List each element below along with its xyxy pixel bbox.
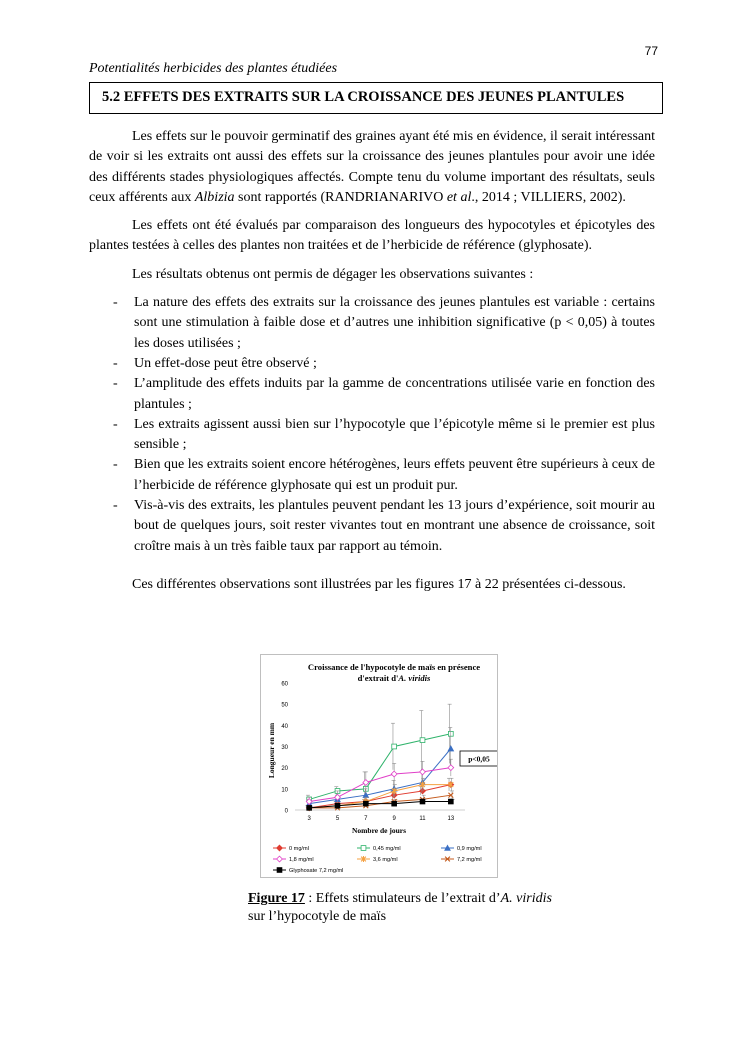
bullet-dash: - <box>113 295 118 311</box>
list-item-text: L’amplitude des effets induits par la gamme de concentrations utilisée varie en fonction des plantules ; <box>134 376 655 412</box>
data-point <box>363 801 368 806</box>
list-item <box>89 293 655 354</box>
data-point <box>392 744 397 749</box>
legend-label: 3,6 mg/ml <box>373 857 398 864</box>
bullet-dash: - <box>113 416 118 432</box>
y-tick-label: 20 <box>281 766 288 773</box>
series-line <box>309 749 451 804</box>
x-tick-label: 5 <box>335 816 340 822</box>
bullet-dash: - <box>113 498 118 514</box>
caption-species: A. viridis <box>500 891 552 906</box>
data-point <box>420 799 425 804</box>
data-point <box>420 769 426 775</box>
page-number: 77 <box>644 44 658 58</box>
bullet-dash: - <box>113 355 118 371</box>
caption-text-2: sur l’hypocotyle de maïs <box>248 909 387 924</box>
list-item-text: Bien que les extraits soient encore hétérogènes, leurs effets peuvent être supérieurs à ceux de l’herbicide de référence glyphosate qui est un produit pur. <box>134 457 655 493</box>
data-point <box>335 803 340 808</box>
list-item-text: Les extraits agissent aussi bien sur l’hypocotyle que l’épicotyle même si le premier est plus sensible ; <box>134 416 655 453</box>
data-point <box>392 801 397 806</box>
data-point <box>363 780 369 786</box>
y-tick-label: 40 <box>281 723 288 730</box>
section-heading-box <box>89 82 663 114</box>
chart-title-line2 <box>358 673 431 683</box>
intro-text-1: Les effets sur le pouvoir germinatif des graines ayant été mis en évidence, il serait intéressant de voir si les extraits ont aussi des effets sur la croissance des jeunes plantules pour avoir une idée des différents stades physiologiques affectés. Compte tenu du volume important des résultats, seuls ceux afférents aux <box>89 129 656 205</box>
intro-genus: Albizia <box>194 189 235 205</box>
x-tick-label: 7 <box>364 816 368 822</box>
list-item-text: Un effet-dose peut être observé ; <box>134 355 317 371</box>
x-tick-label: 13 <box>447 816 455 822</box>
paragraph-intro <box>89 127 655 208</box>
observation-list <box>89 293 655 557</box>
legend-label: Glyphosate 7,2 mg/ml <box>289 868 344 875</box>
paragraph-results-intro: Les résultats obtenus ont permis de dégager les observations suivantes : <box>132 266 534 282</box>
list-item <box>89 374 655 415</box>
x-tick-label: 3 <box>307 816 311 822</box>
bullet-dash: - <box>113 376 118 392</box>
list-item <box>89 415 655 456</box>
paragraph-figures: Ces différentes observations sont illustrées par les figures 17 à 22 présentées ci-dessous. <box>132 576 626 592</box>
chart-svg <box>261 655 497 877</box>
data-point <box>448 731 453 736</box>
list-item <box>89 354 655 374</box>
data-point <box>307 805 312 810</box>
list-item-text: Vis-à-vis des extraits, les plantules peuvent pendant les 13 jours d’expérience, soit mourir au bout de quelques jours, soit rester vivantes tout en montrant une absence de croissance, soit croître mais à un très faible taux par rapport au témoin. <box>134 498 655 554</box>
legend-marker <box>277 845 283 851</box>
intro-text-2: sont rapportés (RANDRIANARIVO <box>234 189 447 205</box>
section-title: 5.2 EFFETS DES EXTRAITS SUR LA CROISSANCE DES JEUNES PLANTULES <box>102 89 625 105</box>
figure-17-chart <box>260 654 498 878</box>
bullet-dash: - <box>113 457 118 473</box>
y-tick-label: 60 <box>281 681 288 688</box>
paragraph-method: Les effets ont été évalués par comparaison des longueurs des hypocotyles et épicotyles des plantes testées à celles des plantes non traitées et de l’herbicide de référence (glyphosate). <box>89 218 655 254</box>
list-item <box>89 496 655 557</box>
running-header: Potentialités herbicides des plantes étudiées <box>89 61 338 76</box>
legend-label: 1,8 mg/ml <box>289 857 314 864</box>
intro-text-3: ., 2014 ; VILLIERS, 2002). <box>471 189 626 205</box>
body-text <box>89 127 655 603</box>
chart-title-species: A. viridis <box>398 673 431 683</box>
y-tick-label: 10 <box>281 787 288 794</box>
legend-marker <box>361 846 366 851</box>
y-tick-label: 30 <box>281 745 288 751</box>
figure-label: Figure 17 <box>248 891 305 906</box>
legend-marker <box>277 856 283 862</box>
data-point <box>420 738 425 743</box>
data-point <box>448 765 454 771</box>
data-point <box>448 799 453 804</box>
chart-title: Croissance de l'hypocotyle de maïs en présence <box>307 662 481 672</box>
legend-label: 7,2 mg/ml <box>457 857 482 864</box>
caption-text: : Effets stimulateurs de l’extrait d’ <box>304 891 501 906</box>
legend-label: 0,45 mg/ml <box>373 846 401 853</box>
list-item-text: La nature des effets des extraits sur la croissance des jeunes plantules est variable : certains sont une stimulation à faible dose et d’autres une inhibition significative (p < 0,05) à toutes les doses utilisées ; <box>134 295 655 351</box>
y-tick-label: 50 <box>281 702 288 709</box>
legend-label: 0,9 mg/ml <box>457 846 482 853</box>
figure-caption <box>248 890 608 926</box>
y-axis-label: Longueur en mm <box>267 722 276 779</box>
y-tick-label: 0 <box>284 808 288 815</box>
x-tick-label: 9 <box>392 816 396 822</box>
legend-label: 0 mg/ml <box>289 846 309 853</box>
legend-marker <box>277 868 282 873</box>
data-point <box>391 771 397 777</box>
list-item <box>89 455 655 496</box>
data-point <box>448 746 454 751</box>
chart-title-prefix: d'extrait d' <box>357 673 399 683</box>
x-tick-label: 11 <box>419 816 426 822</box>
x-axis-label: Nombre de jours <box>351 826 407 835</box>
annotation-text: p<0,05 <box>468 754 490 764</box>
intro-et-al: et al <box>446 189 472 205</box>
